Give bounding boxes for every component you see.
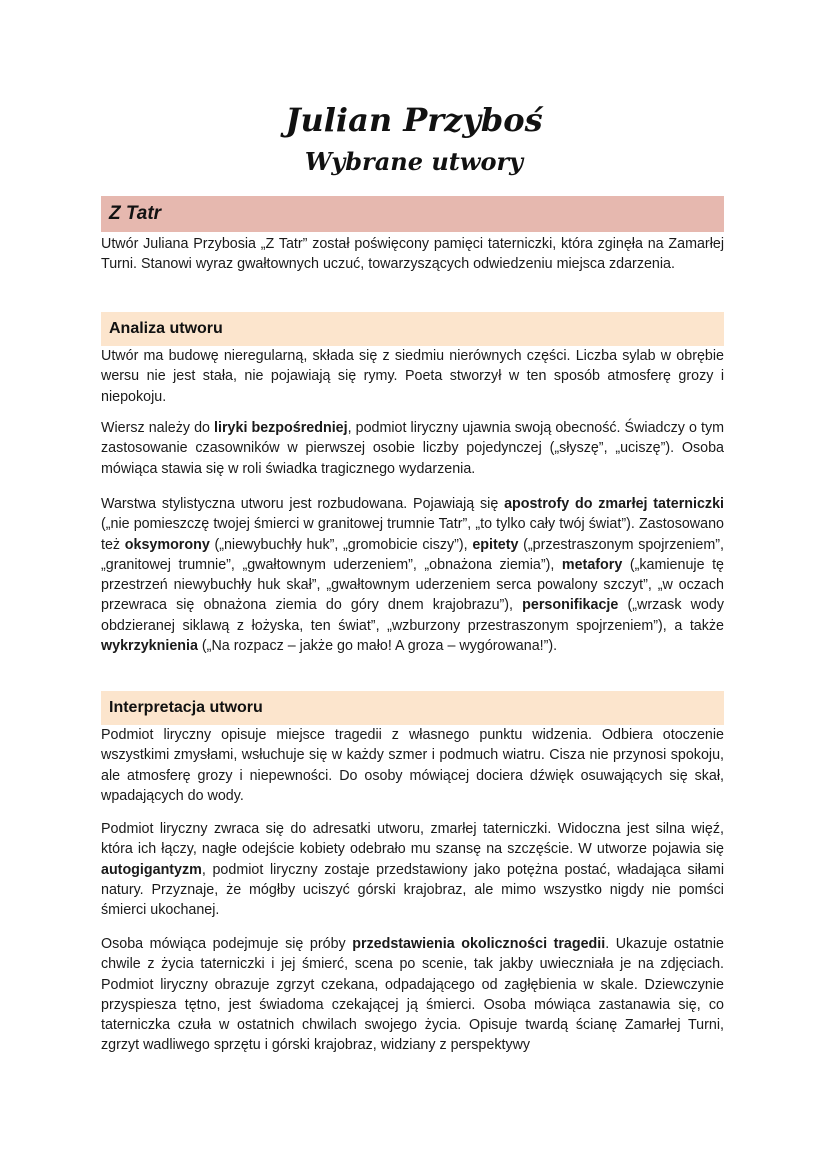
term-metafory: metafory <box>561 556 623 573</box>
section-heading-analiza: Analiza utworu <box>101 312 724 346</box>
document-title: Julian Przyboś <box>285 101 543 139</box>
interpretacja-paragraph-2: Podmiot liryczny zwraca się do adresatki utworu, zmarłej taterniczki. Widoczna jest silna więź, która ich łączy, nagłe odejście kobiety odebrało mu szansę na szczęście. W utworze pojawia się autogigantyzm, podmiot liryczny zostaje przedstawiony jako potężna postać, władająca siłami natury. Przyznaje, że mógłby uciszyć górski krajobraz, ale mimo wszystko nigdy nie pomści śmierci ukochanej. <box>101 821 724 919</box>
interpretacja-paragraph-3: Osoba mówiąca podejmuje się próby przedstawienia okoliczności tragedii. Ukazuje ostatnie chwile z życia taterniczki i jej śmierć, scena po scenie, tak jakby uwieczniała je na zdjęciach. Podmiot liryczny obrazuje zgrzyt czekana, odpadającego od zagłębienia w skale. Dziewczynie przyspiesza tętno, jest świadoma czekającej ją śmierci. Osoba mówiąca zastanawia się, co taterniczka czuła w ostatnich chwilach swojego życia. Opisuje twardą ścianę Zamarłej Turni, zgrzyt wadliwego sprzętu i górski krajobraz, widziany z perspektywy <box>101 936 724 1054</box>
document-subtitle: Wybrane utwory <box>304 147 524 176</box>
intro-paragraph: Utwór Juliana Przybosia „Z Tatr” został poświęcony pamięci taterniczki, która zginęła na Zamarłej Turni. Stanowi wyraz gwałtownych uczuć, towarzyszących odwiedzeniu miejsca zdarzenia. <box>101 236 724 273</box>
analiza-paragraph-3: Warstwa stylistyczna utworu jest rozbudowana. Pojawiają się apostrofy do zmarłej taterniczki („nie pomieszczę twojej śmierci w granitowej trumnie Tatr”, „to tylko cały twój świat”). Zastosowano też oksymorony („niewybuchły huk”, „gromobicie ciszy”), epitety („przestraszonym spojrzeniem”, „granitowej trumnie”, „gwałtownym uderzeniem”, „obnażona ziemia”), metafory („kamienuje tę przestrzeń niewybuchły huk skał”, „gwałtownym uderzeniem serca powalony szczyt”, „w oczach przewraca się obnażona ziemia do góry dnem krajobrazu”), personifikacje („wrzask wody obdzieranej siklawą z łożyska, ten świat”, „wzburzony przestraszonym spojrzeniem”), a także wykrzyknienia („Na rozpacz – jakże go mało! A groza – wygórowana!”). <box>101 496 725 655</box>
term-autogigantyzm: autogigantyzm <box>101 861 202 878</box>
term-liryka-bezposrednia: liryki bezpośredniej <box>214 420 348 436</box>
section-heading-z-tatr: Z Tatr <box>101 196 724 232</box>
analiza-paragraph-2: Wiersz należy do liryki bezpośredniej, podmiot liryczny ujawnia swoją obecność. Świadczy o tym zastosowanie czasowników w pierwszej osobie liczby pojedynczej („słyszę”, „uciszę”). Osoba mówiąca stawia się w roli świadka tragicznego wydarzenia. <box>101 420 725 477</box>
analiza-paragraph-1: Utwór ma budowę nieregularną, składa się z siedmiu nierównych części. Liczba sylab w obrębie wersu nie jest stała, nie pojawiają się rymy. Poeta stworzył w ten sposób atmosferę grozy i niepokoju. <box>101 348 724 405</box>
term-wykrzyknienia: wykrzyknienia <box>101 638 198 655</box>
term-apostrofy: apostrofy do zmarłej taterniczki <box>504 496 724 512</box>
section-heading-interpretacja: Interpretacja utworu <box>101 691 724 725</box>
interpretacja-paragraph-1: Podmiot liryczny opisuje miejsce tragedii z własnego punktu widzenia. Odbiera otoczenie wszystkimi zmysłami, wsłuchuje się w każdy szmer i podmuch wiatru. Cisza nie przynosi spokoju, ale atmosferę grozy i niepewności. Do osoby mówiącej dociera dźwięk osuwających się skał, wpadających do wody. <box>101 727 724 804</box>
term-okolicznosci-tragedii: przedstawienia okoliczności tragedii <box>352 936 606 952</box>
term-oksymorony: oksymorony <box>124 536 210 553</box>
term-epitety: epitety <box>472 536 519 553</box>
term-personifikacje: personifikacje <box>522 597 619 614</box>
